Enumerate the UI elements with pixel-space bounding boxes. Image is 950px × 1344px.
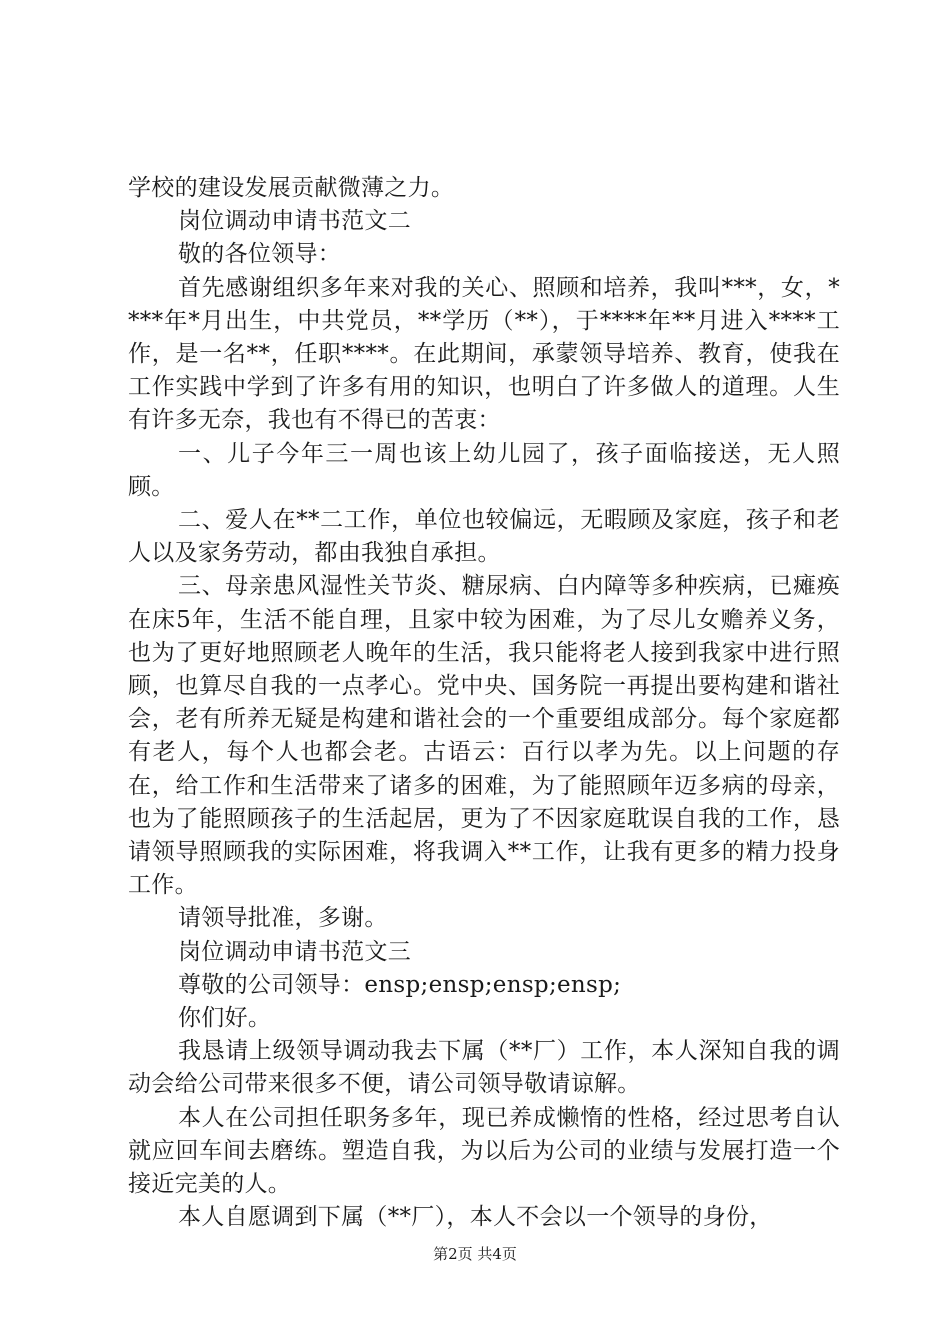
paragraph: 一、儿子今年三一周也该上幼儿园了，孩子面临接送，无人照顾。 [128, 440, 840, 500]
paragraph: 请领导批准，多谢。 [178, 905, 388, 932]
paragraph: 岗位调动申请书范文三 [178, 938, 411, 965]
paragraph: 本人自愿调到下属（**厂），本人不会以一个领导的身份， [178, 1204, 773, 1231]
paragraph: 岗位调动申请书范文二 [178, 208, 411, 235]
paragraph: 你们好。 [178, 1005, 272, 1032]
paragraph: 敬的各位领导： [178, 241, 342, 268]
paragraph: 我恳请上级领导调动我去下属（**厂）工作，本人深知自我的调动会给公司带来很多不便，请公司领导敬请谅解。 [128, 1038, 840, 1098]
paragraph: 首先感谢组织多年来对我的关心、照顾和培养，我叫***，女，****年*月出生，中共党员，**学历（**），于****年**月进入****工作，是一名**，任职****。在此期间，承蒙领导培养、教育，使我在工作实践中学到了许多有用的知识，也明白了许多做人的道理。人生有许多无奈，我也有不得已的苦衷： [128, 274, 840, 434]
paragraph: 二、爱人在**二工作，单位也较偏远，无暇顾及家庭，孩子和老人以及家务劳动，都由我独自承担。 [128, 507, 840, 567]
document-body [128, 172, 840, 1235]
paragraph: 本人在公司担任职务多年，现已养成懒惰的性格，经过思考自认就应回车间去磨练。塑造自我，为以后为公司的业绩与发展打造一个接近完美的人。 [128, 1104, 840, 1198]
paragraph: 学校的建设发展贡献微薄之力。 [128, 175, 455, 201]
page-footer: 第2页 共4页 [433, 1245, 517, 1263]
paragraph: 尊敬的公司领导：ensp;ensp;ensp;ensp; [178, 971, 622, 998]
paragraph: 三、母亲患风湿性关节炎、糖尿病、白内障等多种疾病，已瘫痪在床5年，生活不能自理，且家中较为困难，为了尽儿女赡养义务，也为了更好地照顾老人晚年的生活，我只能将老人接到我家中进行照顾，也算尽自我的一点孝心。党中央、国务院一再提出要构建和谐社会，老有所养无疑是构建和谐社会的一个重要组成部分。每个家庭都有老人，每个人也都会老。古语云：百行以孝为先。以上问题的存在，给工作和生活带来了诸多的困难，为了能照顾年迈多病的母亲，也为了能照顾孩子的生活起居，更为了不因家庭耽误自我的工作，恳请领导照顾我的实际困难，将我调入**工作，让我有更多的精力投身工作。 [128, 573, 840, 899]
